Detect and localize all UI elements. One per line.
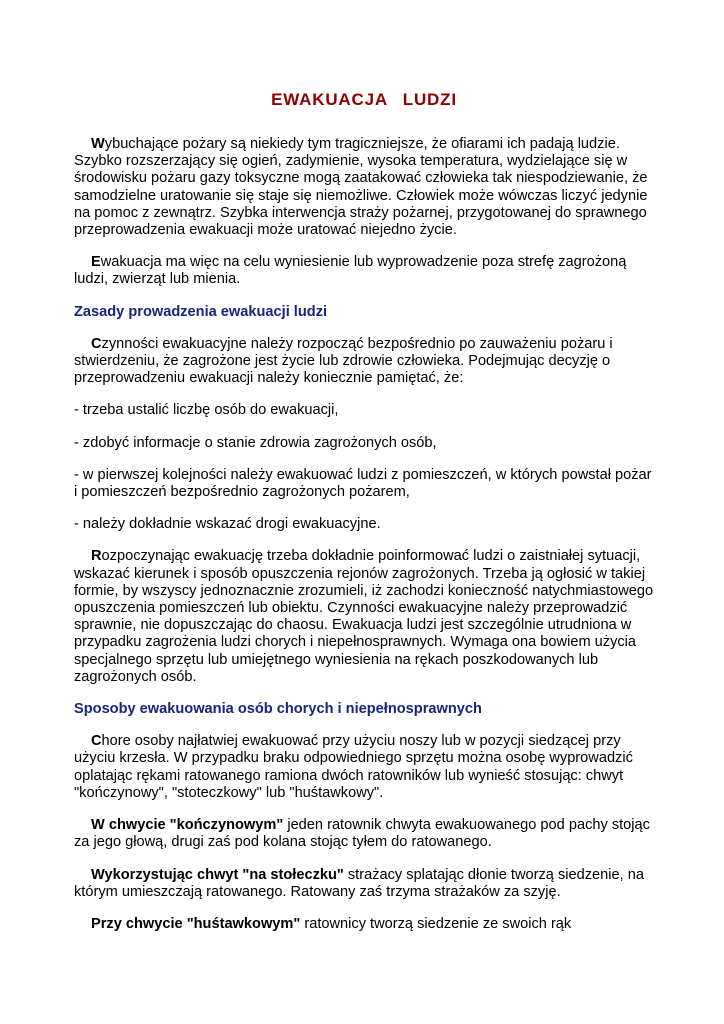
drop-letter: C: [91, 335, 102, 352]
intro-paragraph-2: [74, 254, 654, 288]
paragraph-text: zynności ewakuacyjne należy rozpocząć bezpośrednio po zauważeniu pożaru i stwierdzeniu, że zagrożone jest życie lub zdrowie człowieka. Podejmując decyzję o przeprowadzeniu ewakuacji należy koniecznie pamiętać, że:: [74, 335, 613, 387]
list-item: - w pierwszej kolejności należy ewakuować ludzi z pomieszczeń, w których powstał pożar i pomieszczeń bezpośrednio zagrożonych pożarem,: [74, 466, 652, 501]
section-heading-methods: Sposoby ewakuowania osób chorych i niepełnosprawnych: [74, 701, 482, 718]
bold-lead: Wykorzystując chwyt "na stołeczku": [91, 866, 344, 883]
section-heading-rules: Zasady prowadzenia ewakuacji ludzi: [74, 303, 328, 320]
drop-letter: E: [91, 254, 101, 271]
paragraph-text: strażacy splatając dłonie tworzą siedzenie, na którym umieszczają ratowanego. Ratowany zaś trzyma strażaków za szyję.: [74, 866, 644, 900]
page-title: EWAKUACJA LUDZI: [271, 90, 457, 109]
methods-paragraph-2: [74, 817, 654, 851]
document-body: [74, 90, 654, 948]
list-item: - zdobyć informacje o stanie zdrowia zagrożonych osób,: [74, 434, 437, 451]
rules-paragraph-2: [74, 548, 654, 686]
list-item: - trzeba ustalić liczbę osób do ewakuacji,: [74, 402, 339, 419]
paragraph-text: ozpoczynając ewakuację trzeba dokładnie poinformować ludzi o zaistniałej sytuacji, wskazać kierunek i sposób opuszczenia rejonów zagrożonych. Trzeba ją ogłosić w takiej formie, by wszyscy jednoznacznie zrozumieli, iż zachodzi konieczność natychmiastowego opuszczenia pomieszczeń lub obiektu. Czynności ewakuacyjne należy przeprowadzić sprawnie, nie dopuszczając do chaosu. Ewakuacja ludzi jest szczególnie utrudniona w przypadku zagrożenia ludzi chorych i niepełnosprawnych. Wymaga ona bowiem użycia specjalnego sprzętu lub umiejętnego wyniesienia na rękach poszkodowanych lub zagrożonych osób.: [74, 548, 654, 685]
list-item: - należy dokładnie wskazać drogi ewakuacyjne.: [74, 516, 381, 533]
methods-paragraph-1: [74, 733, 654, 802]
methods-paragraph-3: [74, 867, 654, 901]
drop-letter: R: [91, 548, 102, 565]
drop-letter: W: [91, 136, 105, 152]
bold-lead: Przy chwycie "huśtawkowym": [91, 915, 301, 932]
rules-paragraph-1: [74, 336, 654, 388]
bold-lead: W chwycie "kończynowym": [91, 817, 284, 834]
drop-letter: C: [91, 733, 102, 750]
paragraph-text: ratownicy tworzą siedzenie ze swoich rąk: [300, 915, 572, 932]
paragraph-text: ybuchające pożary są niekiedy tym tragiczniejsze, że ofiarami ich padają ludzie. Szybko rozszerzający się ogień, zadymienie, wysoka temperatura, wydzielające się w środowisku pożaru gazy toksyczne mogą zaatakować człowieka tak niespodziewanie, że samodzielne uratowanie się staje się niemożliwe. Człowiek może wówczas liczyć jedynie na pomoc z zewnątrz. Szybka interwencja straży pożarnej, przygotowanej do sprawnego przeprowadzenia ewakuacji może uratować niejedno życie.: [74, 136, 648, 239]
paragraph-text: hore osoby najłatwiej ewakuować przy użyciu noszy lub w pozycji siedzącej przy użyciu krzesła. W przypadku braku odpowiedniego sprzętu można osobę wyprowadzić oplatając rękami ratowanego ramiona dwóch ratowników lub wynieść stosując: chwyt "kończynowy", "stoteczkowy" lub "huśtawkowy".: [74, 733, 633, 801]
intro-paragraph-1: [74, 136, 654, 239]
methods-paragraph-4: [74, 916, 654, 933]
paragraph-text: wakuacja ma więc na celu wyniesienie lub wyprowadzenie poza strefę zagrożoną ludzi, zwierząt lub mienia.: [74, 254, 627, 288]
paragraph-text: jeden ratownik chwyta ewakuowanego pod pachy stojąc za jego głową, drugi zaś pod kolana stojąc tyłem do ratowanego.: [74, 817, 650, 851]
